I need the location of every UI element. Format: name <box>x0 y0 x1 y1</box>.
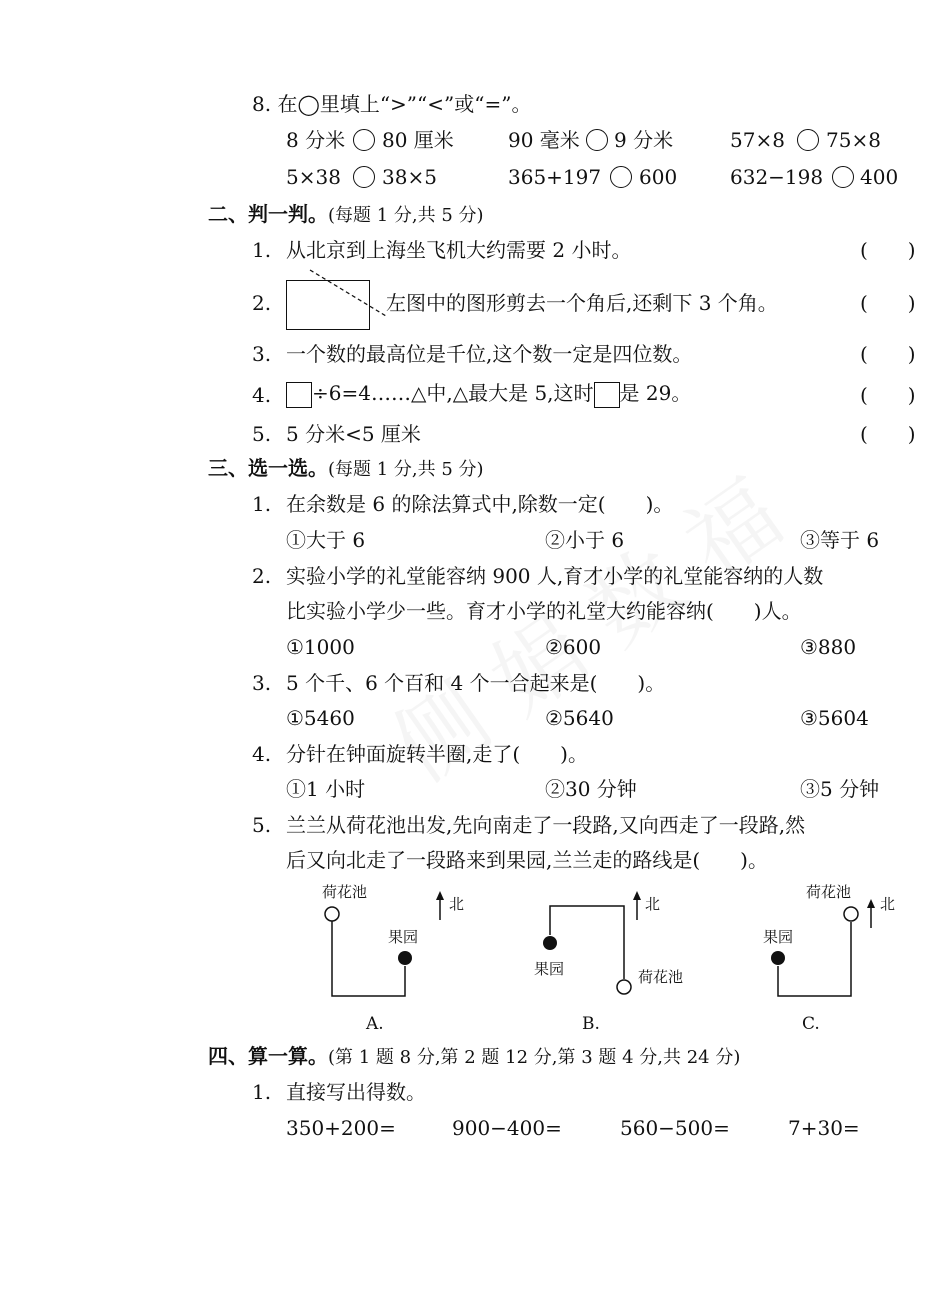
s3-q3-num: 3. <box>252 671 272 695</box>
orchard-label: 果园 <box>388 928 419 946</box>
compare-circle[interactable] <box>353 166 375 188</box>
q8-r1-d: 9 分米 <box>614 128 674 152</box>
pond-marker <box>844 907 858 921</box>
q8-r2-e: 632−198 <box>730 165 824 189</box>
answer-paren[interactable]: ( ) <box>860 238 916 262</box>
pond-label: 荷花池 <box>322 883 368 901</box>
s2-q2-num: 2. <box>252 291 272 315</box>
blank-box[interactable] <box>286 382 312 408</box>
calc-item: 7+30= <box>788 1116 860 1140</box>
north-label: 北 <box>449 895 465 913</box>
q8-r2-c: 365+197 <box>508 165 602 189</box>
s3-q4-text: 分针在钟面旋转半圈,走了( )。 <box>286 742 588 766</box>
s3-q5-line2: 后又向北走了一段路来到果园,兰兰走的路线是( )。 <box>286 848 768 872</box>
q8-r1-b: 80 厘米 <box>382 128 454 152</box>
s2-q4-num: 4. <box>252 383 272 407</box>
option-3[interactable]: ③5604 <box>800 706 869 730</box>
section2-title: 二、判一判。(每题 1 分,共 5 分) <box>208 202 484 226</box>
north-label: 北 <box>645 895 661 913</box>
orchard-marker <box>771 951 785 965</box>
option-3[interactable]: ③5 分钟 <box>800 777 880 801</box>
orchard-label: 果园 <box>763 928 794 946</box>
s3-q3-text: 5 个千、6 个百和 4 个一合起来是( )。 <box>286 671 666 695</box>
s3-q2-num: 2. <box>252 564 272 588</box>
s4-q1-text: 直接写出得数。 <box>286 1080 426 1104</box>
section4-title: 四、算一算。(第 1 题 8 分,第 2 题 12 分,第 3 题 4 分,共 24 分) <box>208 1044 741 1068</box>
calc-item: 900−400= <box>452 1116 562 1140</box>
calc-item: 560−500= <box>620 1116 730 1140</box>
option-1[interactable]: ①5460 <box>286 706 355 730</box>
option-1[interactable]: ①1 小时 <box>286 777 366 801</box>
s2-q1-text: 从北京到上海坐飞机大约需要 2 小时。 <box>286 238 632 262</box>
north-arrow-icon <box>436 891 444 900</box>
s3-q1-text: 在余数是 6 的除法算式中,除数一定( )。 <box>286 492 674 516</box>
pond-marker <box>325 907 339 921</box>
option-1[interactable]: ①1000 <box>286 635 355 659</box>
s2-q2-text: 左图中的图形剪去一个角后,还剩下 3 个角。 <box>386 291 778 315</box>
s3-q5-num: 5. <box>252 813 272 837</box>
blank-box[interactable] <box>594 382 620 408</box>
option-2[interactable]: ②小于 6 <box>545 528 625 552</box>
option-3[interactable]: ③等于 6 <box>800 528 880 552</box>
option-2[interactable]: ②600 <box>545 635 602 659</box>
choice-a[interactable]: A. <box>366 1014 384 1034</box>
q8-r2-d: 600 <box>639 165 678 189</box>
section3-title: 三、选一选。(每题 1 分,共 5 分) <box>208 456 484 480</box>
s3-q2-line2: 比实验小学少一些。育才小学的礼堂大约能容纳( )人。 <box>286 599 802 623</box>
q8-r2-a: 5×38 <box>286 165 341 189</box>
s3-q4-num: 4. <box>252 742 272 766</box>
choice-b[interactable]: B. <box>582 1014 600 1034</box>
pond-label: 荷花池 <box>638 968 684 986</box>
s2-q4-text: ÷6=4……△中,△最大是 5,这时 是 29。 <box>286 381 691 408</box>
q8-r1-a: 8 分米 <box>286 128 346 152</box>
s3-q2-line1: 实验小学的礼堂能容纳 900 人,育才小学的礼堂能容纳的人数 <box>286 564 824 588</box>
route-diagram-a <box>325 891 444 996</box>
north-arrow-icon <box>633 891 641 900</box>
north-arrow-icon <box>867 899 875 908</box>
compare-circle[interactable] <box>586 129 608 151</box>
q8-r2-b: 38×5 <box>382 165 437 189</box>
compare-circle[interactable] <box>610 166 632 188</box>
s2-q3-text: 一个数的最高位是千位,这个数一定是四位数。 <box>286 342 693 366</box>
s2-q5-num: 5. <box>252 422 272 446</box>
pond-marker <box>617 980 631 994</box>
s4-q1-num: 1. <box>252 1080 272 1104</box>
answer-paren[interactable]: ( ) <box>860 291 916 315</box>
q8-label: 8. 在◯里填上“>”“<”或“=”。 <box>252 92 532 116</box>
q8-r1-f: 75×8 <box>826 128 881 152</box>
pond-label: 荷花池 <box>806 883 852 901</box>
s3-q1-num: 1. <box>252 492 272 516</box>
q8-r1-c: 90 毫米 <box>508 128 580 152</box>
choice-c[interactable]: C. <box>802 1014 820 1034</box>
answer-paren[interactable]: ( ) <box>860 342 916 366</box>
orchard-marker <box>543 936 557 950</box>
orchard-marker <box>398 951 412 965</box>
q8-r1-e: 57×8 <box>730 128 785 152</box>
s2-q1-num: 1. <box>252 238 272 262</box>
option-2[interactable]: ②5640 <box>545 706 614 730</box>
compare-circle[interactable] <box>353 129 375 151</box>
q8-r2-f: 400 <box>860 165 899 189</box>
orchard-label: 果园 <box>534 960 565 978</box>
option-1[interactable]: ①大于 6 <box>286 528 366 552</box>
option-2[interactable]: ②30 分钟 <box>545 777 637 801</box>
compare-circle[interactable] <box>797 129 819 151</box>
compare-circle[interactable] <box>832 166 854 188</box>
answer-paren[interactable]: ( ) <box>860 422 916 446</box>
s3-q5-line1: 兰兰从荷花池出发,先向南走了一段路,又向西走了一段路,然 <box>286 813 806 837</box>
route-diagram-c <box>771 899 875 996</box>
answer-paren[interactable]: ( ) <box>860 383 916 407</box>
s2-q3-num: 3. <box>252 342 272 366</box>
calc-item: 350+200= <box>286 1116 396 1140</box>
option-3[interactable]: ③880 <box>800 635 857 659</box>
s2-q5-text: 5 分米<5 厘米 <box>286 422 421 446</box>
north-label: 北 <box>880 895 896 913</box>
cut-line <box>300 262 400 322</box>
